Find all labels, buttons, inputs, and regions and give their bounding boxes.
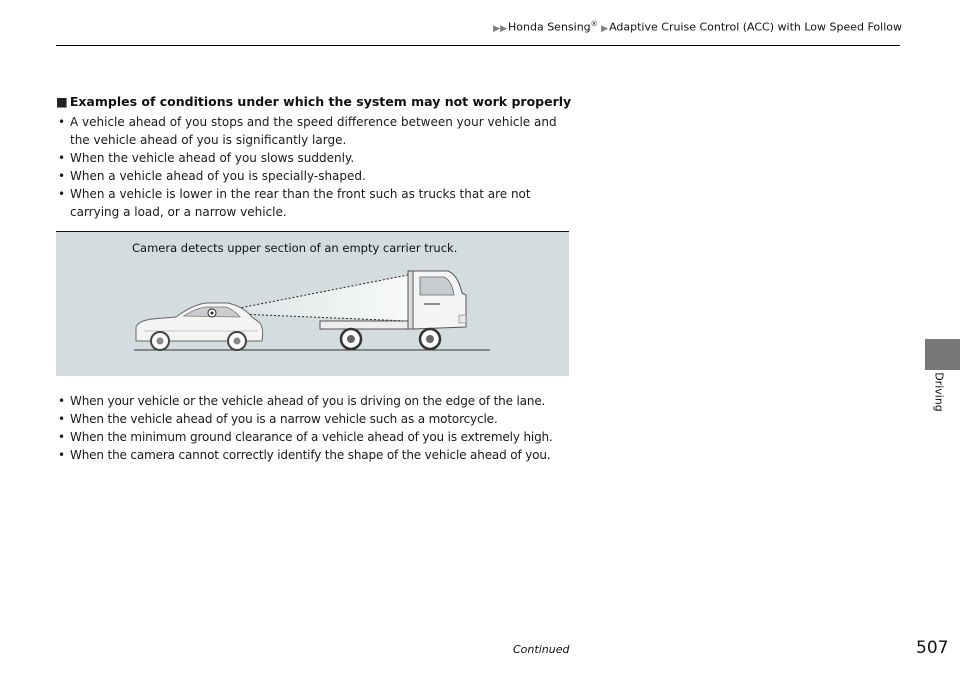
- car-icon: [136, 303, 263, 350]
- breadcrumb-item-acc[interactable]: Adaptive Cruise Control (ACC) with Low Speed Follow: [609, 20, 902, 34]
- list-item: • When the vehicle ahead of you is a narrow vehicle such as a motorcycle.: [56, 410, 586, 428]
- conditions-list-top: [56, 113, 576, 221]
- square-bullet-icon: ■: [56, 94, 68, 109]
- breadcrumb: [493, 20, 902, 34]
- illustration-panel: [56, 231, 569, 376]
- list-item: • When a vehicle ahead of you is specially-shaped.: [56, 167, 576, 185]
- chapter-tab[interactable]: [925, 339, 960, 370]
- continued-note: Continued: [513, 643, 570, 656]
- conditions-list-bottom: [56, 392, 586, 464]
- registered-mark: ®: [590, 20, 598, 28]
- chapter-label[interactable]: [924, 370, 954, 430]
- figure-caption: Camera detects upper section of an empty carrier truck.: [132, 241, 458, 255]
- page-number: 507: [916, 638, 949, 658]
- header-divider: [56, 45, 900, 46]
- section-heading-text: Examples of conditions under which the system may not work properly: [69, 94, 572, 109]
- chapter-label-text: Driving: [932, 372, 946, 412]
- breadcrumb-item-honda-sensing[interactable]: Honda Sensing: [508, 20, 591, 34]
- camera-icon: [208, 309, 216, 317]
- list-item: • When the minimum ground clearance of a vehicle ahead of you is extremely high.: [56, 428, 586, 446]
- list-item: • When a vehicle is lower in the rear than the front such as trucks that are not carrying a load, or a narrow vehicle.: [56, 185, 576, 221]
- illustration-svg: [56, 231, 569, 376]
- list-item: • When the camera cannot correctly identify the shape of the vehicle ahead of you.: [56, 446, 586, 464]
- list-item: • When your vehicle or the vehicle ahead of you is driving on the edge of the lane.: [56, 392, 586, 410]
- list-item: • When the vehicle ahead of you slows suddenly.: [56, 149, 576, 167]
- list-item: • A vehicle ahead of you stops and the speed difference between your vehicle and the vehicle ahead of you is significantly large.: [56, 113, 576, 149]
- breadcrumb-arrow-icon: ▶▶: [493, 23, 507, 34]
- breadcrumb-arrow-icon: ▶: [601, 23, 609, 34]
- section-heading: [56, 94, 571, 109]
